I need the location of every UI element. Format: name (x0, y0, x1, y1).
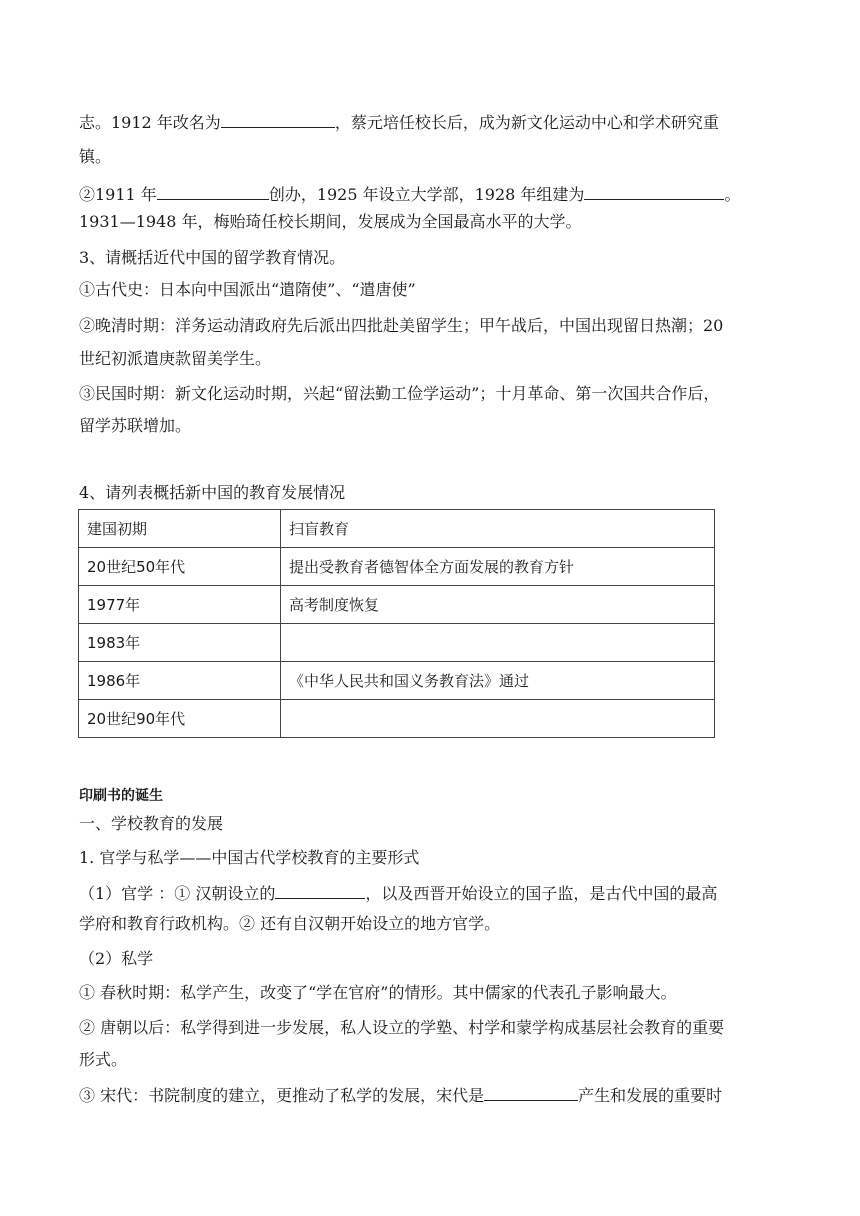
event-cell: 提出受教育者德智体全方面发展的教育方针 (281, 548, 715, 586)
period-cell: 建国初期 (79, 510, 281, 548)
table-row (79, 548, 715, 586)
text-line: 志。1912 年改名为 ，蔡元培任校长后，成为新文化运动中心和学术研究重 (79, 113, 719, 132)
text-line: （1）官学 ：① 汉朝设立的 ，以及西晋开始设立的国子监，是古代中国的最高 (79, 884, 718, 903)
text-line: ②晚清时期：洋务运动清政府先后派出四批赴美留学生；甲午战后，中国出现留日热潮；20 (79, 316, 724, 335)
period-cell: 20世纪90年代 (79, 700, 281, 738)
text-line: ③民国时期：新文化运动时期，兴起“留法勤工俭学运动”；十月革命、第一次国共合作后， (79, 384, 720, 403)
question-heading: 4、请列表概括新中国的教育发展情况 (79, 483, 346, 502)
event-cell: 高考制度恢复 (281, 586, 715, 624)
text-line: （2）私学 (79, 949, 154, 968)
fill-blank (275, 882, 365, 899)
subsection-heading: 1. 官学与私学——中国古代学校教育的主要形式 (79, 848, 420, 867)
text-line: ② 唐朝以后：私学得到进一步发展，私人设立的学塾、村学和蒙学构成基层社会教育的重要 (79, 1018, 725, 1037)
period-cell: 1986年 (79, 662, 281, 700)
period-cell: 1983年 (79, 624, 281, 662)
event-cell: 《中华人民共和国义务教育法》通过 (281, 662, 715, 700)
text-line: 留学苏联增加。 (79, 416, 192, 435)
text-line: ②1911 年 创办，1925 年设立大学部，1928 年组建为 。 (79, 185, 741, 204)
table-row (79, 662, 715, 700)
table-row (79, 700, 715, 738)
table-row (79, 586, 715, 624)
text-line: 镇。 (79, 147, 112, 166)
event-cell (281, 700, 715, 738)
section-heading: 一、学校教育的发展 (79, 814, 224, 833)
text-line: ①古代史：日本向中国派出“遣隋使”、“遣唐使” (79, 280, 416, 299)
period-cell: 1977年 (79, 586, 281, 624)
text-line: 学府和教育行政机构。② 还有自汉朝开始设立的地方官学。 (79, 914, 501, 933)
text-line: ③ 宋代：书院制度的建立，更推动了私学的发展，宋代是 产生和发展的重要时 (79, 1086, 723, 1105)
question-heading: 3、请概括近代中国的留学教育情况。 (79, 248, 346, 267)
fill-blank (584, 183, 724, 200)
text-line: ① 春秋时期：私学产生，改变了“学在官府”的情形。其中儒家的代表孔子影响最大。 (79, 983, 677, 1002)
text-line: 1931—1948 年，梅贻琦任校长期间，发展成为全国最高水平的大学。 (79, 212, 582, 231)
table-row (79, 624, 715, 662)
fill-blank (157, 183, 269, 200)
education-table (78, 509, 715, 738)
table-row (79, 510, 715, 548)
period-cell: 20世纪50年代 (79, 548, 281, 586)
text-line: 世纪初派遣庚款留美学生。 (79, 349, 272, 368)
fill-blank (484, 1084, 578, 1101)
section-title: 印刷书的诞生 (79, 788, 163, 804)
text-line: 形式。 (79, 1050, 128, 1069)
event-cell (281, 624, 715, 662)
fill-blank (221, 111, 335, 128)
event-cell: 扫盲教育 (281, 510, 715, 548)
